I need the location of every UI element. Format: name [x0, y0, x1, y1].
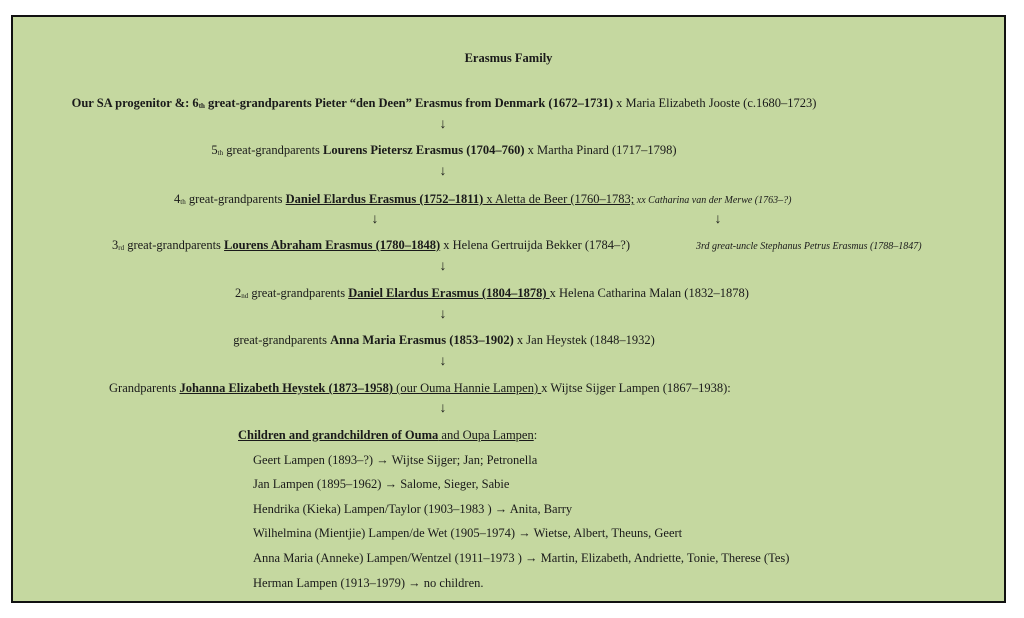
gen4-num: 3 — [112, 238, 119, 252]
gen5-num: 2 — [235, 286, 242, 300]
gen1-mid: great-grandparents — [204, 96, 315, 110]
list-item: Herman Lampen (1913–1979) → no children. — [253, 576, 484, 590]
gen6-name: Anna Maria Erasmus (1853–1902) — [330, 333, 514, 347]
generation-5th-great-grandparents — [13, 142, 875, 160]
gen2-spouse: x Martha Pinard (1717–1798) — [524, 143, 677, 157]
gen2-name: Lourens Pietersz Erasmus (1704–760) — [323, 143, 525, 157]
generation-grandparents — [109, 380, 731, 396]
down-arrow-icon: ↓ — [439, 164, 447, 179]
generation-great-grandparents — [13, 332, 875, 348]
gen4-mid: great-grandparents — [124, 238, 225, 252]
down-arrow-icon: ↓ — [714, 212, 722, 227]
gen7-ouma: (our Ouma Hannie Lampen) — [393, 381, 542, 395]
list-item: Wilhelmina (Mientjie) Lampen/de Wet (1905–1974) → Wietse, Albert, Theuns, Geert — [253, 526, 683, 540]
gen2-ordinal: th — [217, 149, 224, 157]
gen3-underlined — [286, 192, 635, 206]
gen3-ordinal: th — [180, 198, 186, 206]
chart-title: Erasmus Family — [464, 51, 553, 65]
list-item: Jan Lampen (1895–1962) → Salome, Sieger, Sabie — [253, 477, 510, 491]
gen3-second-spouse: xx Catharina van der Merwe (1763–?) — [634, 195, 792, 206]
gen1-ordinal: th — [198, 102, 205, 110]
children-heading — [238, 427, 537, 443]
gen2-num: 5 — [211, 143, 218, 157]
gen7-mid: Grandparents — [109, 381, 180, 395]
gen7-spouse: x Wijtse Sijger Lampen (1867–1938): — [541, 381, 731, 395]
great-uncle-stephanus: 3rd great-uncle Stephanus Petrus Erasmus (1788–1847) — [696, 241, 922, 252]
down-arrow-icon: ↓ — [371, 212, 379, 227]
gen5-mid: great-grandparents — [248, 286, 349, 300]
gen3-mid: great-grandparents — [185, 192, 286, 206]
gen5-name: Daniel Elardus Erasmus (1804–1878) — [348, 286, 550, 300]
generation-3rd-great-grandparents — [112, 237, 630, 255]
gen4-name: Lourens Abraham Erasmus (1780–1848) — [224, 238, 441, 252]
gen1-spouse: x Maria Elizabeth Jooste (c.1680–1723) — [612, 96, 817, 110]
children-heading-oupa: and Oupa Lampen — [438, 428, 534, 442]
gen5-ordinal: nd — [241, 292, 249, 300]
gen4-spouse: x Helena Gertruijda Bekker (1784–?) — [440, 238, 631, 252]
down-arrow-icon: ↓ — [439, 401, 447, 416]
generation-2nd-great-grandparents — [235, 285, 749, 303]
down-arrow-icon: ↓ — [439, 259, 447, 274]
gen3-num: 4 — [174, 192, 181, 206]
gen6-spouse: x Jan Heystek (1848–1932) — [513, 333, 655, 347]
list-item: Anna Maria (Anneke) Lampen/Wentzel (1911–1973 ) → Martin, Elizabeth, Andriette, Tonie, Therese (Tes) — [253, 551, 790, 565]
generation-6th-great-grandparents — [13, 95, 875, 113]
gen6-mid: great-grandparents — [233, 333, 331, 347]
gen4-ordinal: rd — [118, 244, 125, 252]
gen2-mid: great-grandparents — [223, 143, 324, 157]
down-arrow-icon: ↓ — [439, 354, 447, 369]
gen1-prefix: Our SA progenitor &: 6 — [71, 96, 199, 110]
family-tree-chart — [11, 15, 1006, 603]
down-arrow-icon: ↓ — [439, 117, 447, 132]
gen1-name: Pieter “den Deen” Erasmus from Denmark (1672–1731) — [314, 96, 613, 110]
down-arrow-icon: ↓ — [439, 307, 447, 322]
list-item: Geert Lampen (1893–?) → Wijtse Sijger; Jan; Petronella — [253, 453, 538, 467]
children-heading-underlined: Children and grandchildren of Ouma — [238, 428, 439, 442]
gen7-name: Johanna Elizabeth Heystek (1873–1958) — [179, 381, 394, 395]
gen7-underlined — [179, 381, 541, 395]
list-item: Hendrika (Kieka) Lampen/Taylor (1903–1983 ) → Anita, Barry — [253, 502, 573, 516]
generation-4th-great-grandparents — [174, 191, 791, 209]
gen3-spouse: x Aletta de Beer (1760–1783; — [483, 192, 635, 206]
children-heading-colon: : — [533, 428, 538, 442]
gen5-spouse: x Helena Catharina Malan (1832–1878) — [549, 286, 749, 300]
gen3-name: Daniel Elardus Erasmus (1752–1811) — [285, 192, 484, 206]
